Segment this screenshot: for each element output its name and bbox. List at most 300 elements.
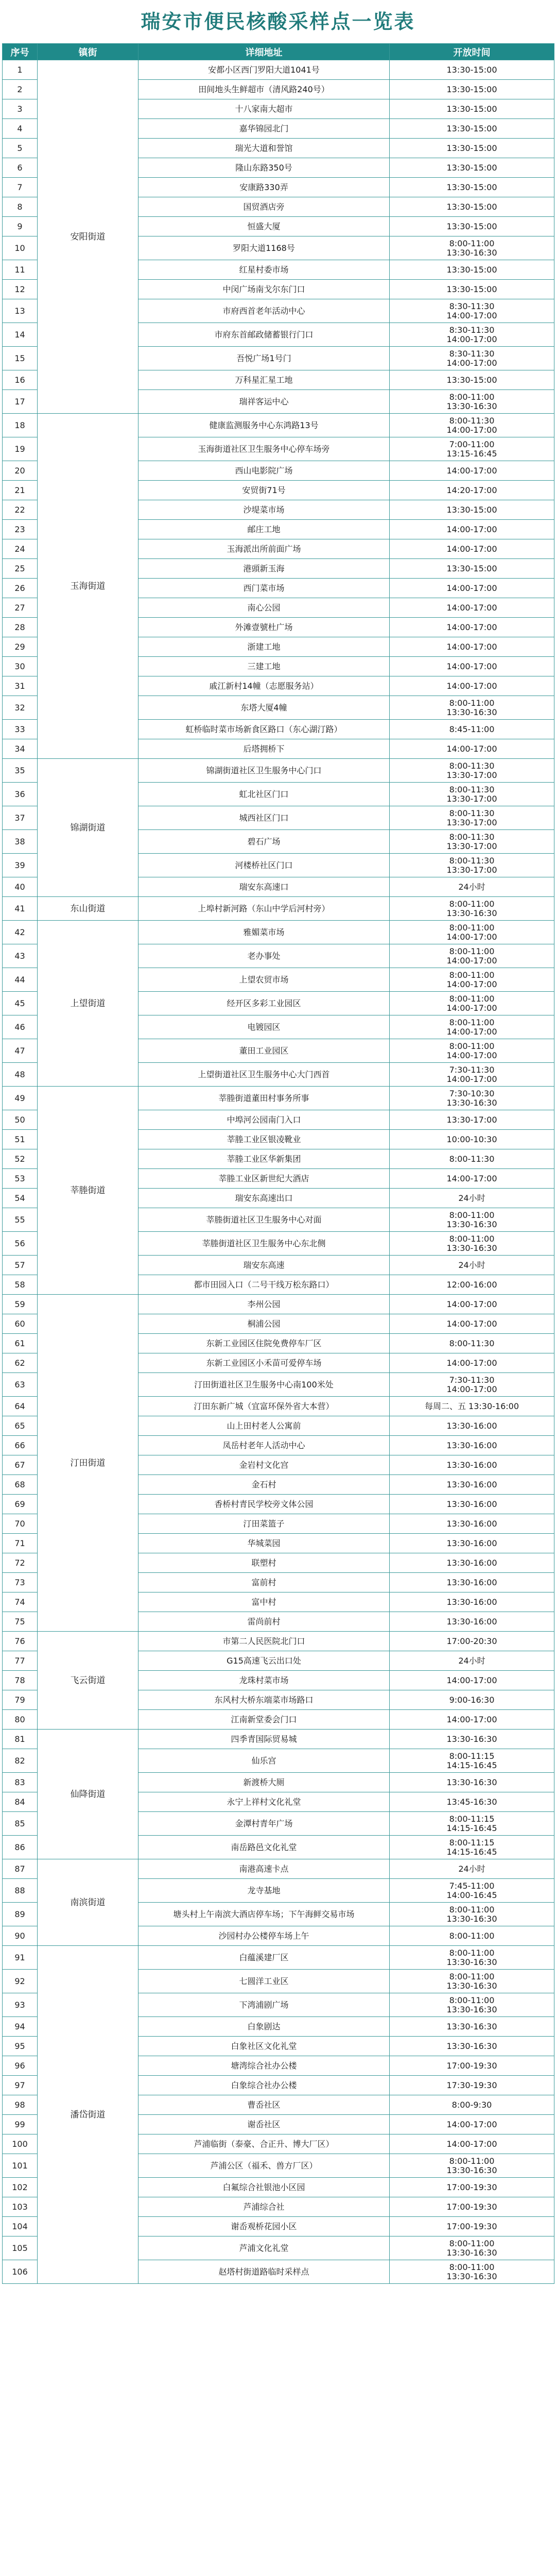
cell-time [390, 1436, 554, 1455]
time-slot: 8:00-11:30 [449, 1154, 495, 1164]
time-slot: 14:00-17:00 [446, 979, 497, 989]
cell-seq: 18 [3, 414, 38, 437]
time-slot: 8:00-11:00 [449, 1947, 495, 1958]
cell-address: 南港高速卡点 [138, 1859, 390, 1879]
time-slot: 14:15-16:45 [446, 1823, 497, 1833]
cell-time [390, 1397, 554, 1416]
cell-time [390, 414, 554, 437]
cell-address: 瑞安东高速出口 [138, 1189, 390, 1208]
cell-time [390, 1612, 554, 1632]
table-row [3, 1859, 554, 1879]
cell-address: 东风村大桥东端菜市场路口 [138, 1690, 390, 1710]
cell-seq: 57 [3, 1256, 38, 1275]
time-slot: 8:00-11:00 [449, 2262, 495, 2272]
cell-address: 恒盛大厦 [138, 217, 390, 236]
cell-address: 芦浦综合社 [138, 2197, 390, 2217]
time-slot: 17:00-20:30 [446, 1636, 497, 1646]
time-slot: 8:00-11:00 [449, 1210, 495, 1220]
cell-seq: 65 [3, 1416, 38, 1436]
time-slot: 8:00-9:30 [451, 2099, 492, 2110]
time-slot: 8:00-11:30 [449, 784, 495, 794]
time-slot: 13:30-15:00 [446, 504, 497, 515]
cell-seq: 97 [3, 2076, 38, 2095]
cell-time [390, 520, 554, 539]
cell-district: 汀田街道 [38, 1295, 138, 1632]
cell-address: 十八家南大超市 [138, 99, 390, 119]
cell-seq: 9 [3, 217, 38, 236]
cell-seq: 69 [3, 1495, 38, 1514]
cell-address: 莘塍工业区银凌靴业 [138, 1130, 390, 1149]
time-slot: 13:30-15:00 [446, 182, 497, 192]
cell-seq: 89 [3, 1903, 38, 1926]
cell-address: 新渡桥大厕 [138, 1773, 390, 1792]
cell-address: 万科星汇星工地 [138, 370, 390, 390]
cell-seq: 25 [3, 559, 38, 579]
time-slot: 7:00-11:00 [449, 439, 495, 449]
cell-time [390, 1275, 554, 1295]
cell-time [390, 2076, 554, 2095]
cell-address: 河楼桥社区门口 [138, 854, 390, 877]
cell-seq: 56 [3, 1232, 38, 1256]
cell-address: 安康路330弄 [138, 178, 390, 197]
cell-seq: 93 [3, 1993, 38, 2017]
cell-seq: 39 [3, 854, 38, 877]
cell-time [390, 1063, 554, 1087]
time-slot: 8:00-11:30 [449, 760, 495, 771]
cell-time [390, 1773, 554, 1792]
time-slot: 13:30-17:00 [446, 865, 497, 875]
cell-address: 桐浦公园 [138, 1314, 390, 1334]
cell-time [390, 390, 554, 414]
cell-seq: 53 [3, 1169, 38, 1189]
time-slot: 8:00-11:00 [449, 1971, 495, 1981]
cell-time [390, 60, 554, 80]
cell-seq: 96 [3, 2056, 38, 2076]
cell-address: 李州公园 [138, 1295, 390, 1314]
cell-seq: 87 [3, 1859, 38, 1879]
time-slot: 14:00-17:00 [446, 425, 497, 435]
cell-seq: 37 [3, 806, 38, 830]
cell-seq: 34 [3, 739, 38, 759]
time-slot: 14:00-17:00 [446, 1074, 497, 1084]
time-slot: 13:30-16:30 [446, 2021, 497, 2031]
cell-seq: 44 [3, 968, 38, 992]
cell-seq: 63 [3, 1373, 38, 1397]
cell-address: 安都小区西门罗阳大道1041号 [138, 60, 390, 80]
time-slot: 13:30-16:00 [446, 1538, 497, 1548]
cell-address: 白氟综合社银池小区园 [138, 2178, 390, 2197]
time-slot: 14:00-17:00 [446, 661, 497, 671]
cell-seq: 68 [3, 1475, 38, 1495]
table-row [3, 897, 554, 921]
cell-time [390, 1553, 554, 1573]
time-slot: 24小时 [458, 1260, 485, 1270]
cell-seq: 41 [3, 897, 38, 921]
cell-seq: 36 [3, 783, 38, 806]
cell-time [390, 854, 554, 877]
cell-address: 港頭新玉海 [138, 559, 390, 579]
time-slot: 24小时 [458, 882, 485, 892]
cell-seq: 47 [3, 1039, 38, 1063]
cell-seq: 26 [3, 579, 38, 598]
time-slot: 13:30-15:00 [446, 143, 497, 153]
time-slot: 17:00-19:30 [446, 2182, 497, 2192]
cell-seq: 40 [3, 877, 38, 897]
cell-address: 都市田园入口（二号干线万松东路口） [138, 1275, 390, 1295]
time-slot: 8:00-11:00 [449, 238, 495, 248]
time-slot: 14:15-16:45 [446, 1760, 497, 1770]
cell-seq: 1 [3, 60, 38, 80]
time-slot: 8:00-11:00 [449, 2238, 495, 2248]
cell-seq: 3 [3, 99, 38, 119]
cell-address: 下湾浦剧广场 [138, 1993, 390, 2017]
time-slot: 13:30-16:00 [446, 1499, 497, 1509]
cell-seq: 72 [3, 1553, 38, 1573]
cell-district: 东山街道 [38, 897, 138, 921]
cell-time [390, 1353, 554, 1373]
cell-address: 玉海街道社区卫生服务中心停车场旁 [138, 437, 390, 461]
cell-time [390, 1130, 554, 1149]
cell-address: 罗阳大道1168号 [138, 236, 390, 260]
cell-seq: 7 [3, 178, 38, 197]
cell-address: 汀田街道社区卫生服务中心南100米处 [138, 1373, 390, 1397]
cell-address: 中埠河公园南门入口 [138, 1110, 390, 1130]
cell-address: 市府西首老年活动中心 [138, 299, 390, 323]
cell-district: 莘塍街道 [38, 1087, 138, 1295]
cell-seq: 85 [3, 1812, 38, 1836]
cell-time [390, 347, 554, 370]
cell-time [390, 323, 554, 347]
cell-seq: 27 [3, 598, 38, 618]
time-slot: 13:30-16:30 [446, 1243, 497, 1253]
cell-time [390, 1651, 554, 1671]
time-slot: 13:30-16:00 [446, 1616, 497, 1626]
time-slot: 8:00-11:00 [449, 1041, 495, 1051]
cell-address: 仙乐宫 [138, 1749, 390, 1773]
cell-time [390, 370, 554, 390]
cell-time [390, 877, 554, 897]
cell-address: 龙珠村菜市场 [138, 1671, 390, 1690]
cell-seq: 52 [3, 1149, 38, 1169]
cell-address: 白象社区文化礼堂 [138, 2037, 390, 2056]
time-slot: 13:30-15:00 [446, 162, 497, 173]
time-slot: 8:30-11:30 [449, 301, 495, 311]
time-slot: 14:00-17:00 [446, 524, 497, 534]
cell-address: G15高速飞云出口处 [138, 1651, 390, 1671]
time-slot: 14:00-17:00 [446, 465, 497, 476]
page-title: 瑞安市便民核酸采样点一览表 [141, 10, 415, 33]
cell-address: 富中村 [138, 1592, 390, 1612]
cell-address: 虹北社区门口 [138, 783, 390, 806]
cell-seq: 79 [3, 1690, 38, 1710]
cell-time [390, 559, 554, 579]
cell-time [390, 1149, 554, 1169]
cell-address: 锦湖街道社区卫生服务中心门口 [138, 759, 390, 783]
header-address: 详细地址 [138, 44, 390, 60]
time-slot: 13:30-16:30 [446, 2165, 497, 2175]
time-slot: 13:30-16:00 [446, 1557, 497, 1568]
cell-address: 莘塍街道董田村事务所事 [138, 1087, 390, 1110]
time-slot: 8:00-11:15 [449, 1751, 495, 1761]
time-slot: 13:30-16:30 [446, 1980, 497, 1991]
time-slot: 14:00-17:00 [446, 1384, 497, 1394]
cell-district: 潘岱街道 [38, 1946, 138, 2284]
cell-seq: 104 [3, 2217, 38, 2236]
cell-address: 塘头村上午南滨大酒店停车场；下午海鲜交易市场 [138, 1903, 390, 1926]
time-slot: 14:00-17:00 [446, 358, 497, 368]
time-slot: 8:00-11:00 [449, 993, 495, 1004]
cell-seq: 31 [3, 676, 38, 696]
cell-address: 南岳路邑文化礼堂 [138, 1836, 390, 1859]
cell-time [390, 897, 554, 921]
cell-seq: 91 [3, 1946, 38, 1970]
cell-time [390, 1836, 554, 1859]
time-slot: 14:00-17:00 [446, 2119, 497, 2129]
time-slot: 13:30-15:00 [446, 284, 497, 294]
time-slot: 9:00-16:30 [449, 1694, 495, 1705]
cell-address: 东新工业园区小禾苗可爱停车场 [138, 1353, 390, 1373]
cell-address: 红星村委市场 [138, 260, 390, 280]
table-row [3, 1632, 554, 1651]
cell-seq: 20 [3, 461, 38, 481]
time-slot: 13:30-16:00 [446, 1597, 497, 1607]
cell-time [390, 1730, 554, 1749]
cell-address: 安贸街71号 [138, 481, 390, 500]
cell-time [390, 968, 554, 992]
time-slot: 13:30-15:00 [446, 264, 497, 275]
cell-time [390, 657, 554, 676]
time-slot: 14:00-17:00 [446, 1675, 497, 1685]
time-slot: 14:00-17:00 [446, 544, 497, 554]
cell-time [390, 579, 554, 598]
cell-seq: 59 [3, 1295, 38, 1314]
time-slot: 8:30-11:30 [449, 325, 495, 335]
cell-address: 健康监测服务中心东鸿路13号 [138, 414, 390, 437]
time-slot: 13:30-16:00 [446, 1518, 497, 1529]
cell-address: 曹岙社区 [138, 2095, 390, 2115]
cell-address: 七圆洋工业区 [138, 1970, 390, 1993]
cell-seq: 54 [3, 1189, 38, 1208]
time-slot: 14:00-17:00 [446, 1318, 497, 1329]
cell-seq: 82 [3, 1749, 38, 1773]
cell-time [390, 921, 554, 944]
cell-seq: 60 [3, 1314, 38, 1334]
cell-seq: 84 [3, 1792, 38, 1812]
cell-address: 雷尚前村 [138, 1612, 390, 1632]
cell-seq: 67 [3, 1455, 38, 1475]
time-slot: 13:30-16:30 [446, 2247, 497, 2258]
cell-time [390, 2095, 554, 2115]
time-slot: 8:00-11:00 [449, 2156, 495, 2166]
cell-address: 董田工业园区 [138, 1039, 390, 1063]
cell-seq: 95 [3, 2037, 38, 2056]
time-slot: 8:00-11:00 [449, 392, 495, 402]
time-slot: 13:30-17:00 [446, 793, 497, 804]
cell-time [390, 2017, 554, 2037]
cell-time [390, 1514, 554, 1534]
time-slot: 14:00-17:00 [446, 641, 497, 652]
cell-time [390, 1812, 554, 1836]
cell-address: 谢岙社区 [138, 2115, 390, 2134]
cell-address: 碧石广场 [138, 830, 390, 854]
cell-seq: 10 [3, 236, 38, 260]
time-slot: 14:00-16:45 [446, 1890, 497, 1900]
cell-time [390, 1632, 554, 1651]
time-slot: 8:00-11:00 [449, 899, 495, 909]
cell-time [390, 1256, 554, 1275]
cell-seq: 71 [3, 1534, 38, 1553]
time-slot: 8:00-11:00 [449, 970, 495, 980]
time-slot: 8:00-11:30 [449, 855, 495, 866]
time-slot: 7:30-11:30 [449, 1064, 495, 1075]
cell-time [390, 696, 554, 720]
time-slot: 8:00-11:30 [449, 808, 495, 818]
cell-address: 玉海派出所前面广场 [138, 539, 390, 559]
cell-time [390, 1859, 554, 1879]
time-slot: 8:00-11:00 [449, 1995, 495, 2005]
cell-time [390, 539, 554, 559]
cell-time [390, 260, 554, 280]
cell-address: 西门菜市场 [138, 579, 390, 598]
cell-address: 莘塍工业区新世纪大酒店 [138, 1169, 390, 1189]
time-slot: 14:00-17:00 [446, 955, 497, 965]
time-slot: 14:00-17:00 [446, 1358, 497, 1368]
cell-seq: 94 [3, 2017, 38, 2037]
cell-seq: 101 [3, 2154, 38, 2178]
cell-seq: 86 [3, 1836, 38, 1859]
cell-address: 沙堤菜市场 [138, 500, 390, 520]
table-row [3, 1946, 554, 1970]
time-slot: 8:00-11:00 [449, 1233, 495, 1244]
table-row [3, 921, 554, 944]
cell-address: 后塔拥桥下 [138, 739, 390, 759]
cell-seq: 48 [3, 1063, 38, 1087]
table-row [3, 759, 554, 783]
cell-time [390, 1039, 554, 1063]
cell-seq: 61 [3, 1334, 38, 1353]
cell-seq: 23 [3, 520, 38, 539]
time-slot: 8:00-11:30 [449, 832, 495, 842]
time-slot: 13:30-16:30 [446, 2271, 497, 2281]
cell-address: 隆山东路350号 [138, 158, 390, 178]
cell-time [390, 1926, 554, 1946]
cell-address: 外滩壹號杜广场 [138, 618, 390, 637]
cell-seq: 8 [3, 197, 38, 217]
time-slot: 17:00-19:30 [446, 2060, 497, 2071]
cell-time [390, 1189, 554, 1208]
cell-address: 瑞光大道和誉馆 [138, 139, 390, 158]
cell-time [390, 1690, 554, 1710]
cell-address: 南心公园 [138, 598, 390, 618]
cell-time [390, 1993, 554, 2017]
cell-address: 老办事处 [138, 944, 390, 968]
cell-address: 莘塍街道社区卫生服务中心对面 [138, 1208, 390, 1232]
time-slot: 13:30-16:00 [446, 1440, 497, 1450]
cell-seq: 29 [3, 637, 38, 657]
cell-district: 南滨街道 [38, 1859, 138, 1946]
header-time: 开放时间 [390, 44, 554, 60]
cell-time [390, 1015, 554, 1039]
cell-time [390, 1671, 554, 1690]
time-slot: 13:30-17:00 [446, 841, 497, 851]
cell-seq: 83 [3, 1773, 38, 1792]
cell-seq: 90 [3, 1926, 38, 1946]
cell-address: 瑞祥客运中心 [138, 390, 390, 414]
cell-address: 山上田村老人公寓前 [138, 1416, 390, 1436]
time-slot: 24小时 [458, 1193, 485, 1203]
time-slot: 8:45-11:00 [449, 724, 495, 734]
cell-time [390, 944, 554, 968]
cell-address: 永宁上祥村文化礼堂 [138, 1792, 390, 1812]
cell-address: 莘塍街道社区卫生服务中心东北侧 [138, 1232, 390, 1256]
cell-address: 浙建工地 [138, 637, 390, 657]
cell-time [390, 236, 554, 260]
cell-time [390, 1534, 554, 1553]
cell-address: 市第二人民医院北门口 [138, 1632, 390, 1651]
time-slot: 8:00-11:00 [449, 1904, 495, 1914]
time-slot: 14:00-17:00 [446, 2139, 497, 2149]
time-slot: 13:30-16:30 [446, 1957, 497, 1967]
time-slot: 7:30-10:30 [449, 1088, 495, 1098]
cell-address: 芦浦文化礼堂 [138, 2236, 390, 2260]
cell-time [390, 197, 554, 217]
time-slot: 14:00-17:00 [446, 1050, 497, 1060]
cell-time [390, 2134, 554, 2154]
time-slot: 8:00-11:00 [449, 1017, 495, 1027]
cell-seq: 15 [3, 347, 38, 370]
cell-district: 飞云街道 [38, 1632, 138, 1730]
time-slot: 13:30-15:00 [446, 84, 497, 94]
time-slot: 8:00-11:00 [449, 946, 495, 956]
time-slot: 13:45-16:30 [446, 1797, 497, 1807]
cell-seq: 75 [3, 1612, 38, 1632]
cell-time [390, 1495, 554, 1514]
cell-time [390, 2056, 554, 2076]
cell-address: 谢岙观桥花园小区 [138, 2217, 390, 2236]
cell-time [390, 1573, 554, 1592]
time-slot: 13:30-16:30 [446, 707, 497, 717]
cell-seq: 16 [3, 370, 38, 390]
time-slot: 14:00-17:00 [446, 1714, 497, 1724]
cell-seq: 2 [3, 80, 38, 99]
cell-address: 四季青国际贸易城 [138, 1730, 390, 1749]
cell-seq: 77 [3, 1651, 38, 1671]
cell-address: 戚江新村14幢（志愿服务站） [138, 676, 390, 696]
cell-seq: 78 [3, 1671, 38, 1690]
cell-address: 邮庄工地 [138, 520, 390, 539]
time-slot: 13:30-16:30 [446, 2004, 497, 2014]
time-slot: 10:00-10:30 [446, 1134, 497, 1144]
cell-address: 金石村 [138, 1475, 390, 1495]
cell-time [390, 759, 554, 783]
cell-seq: 33 [3, 720, 38, 739]
cell-address: 中闵广场南戈尔东门口 [138, 280, 390, 299]
cell-address: 上埠村新河路（东山中学后河村旁） [138, 897, 390, 921]
cell-time [390, 992, 554, 1015]
cell-time [390, 1475, 554, 1495]
cell-address: 香桥村青民学校旁文体公园 [138, 1495, 390, 1514]
cell-seq: 92 [3, 1970, 38, 1993]
cell-time [390, 2197, 554, 2217]
cell-seq: 49 [3, 1087, 38, 1110]
time-slot: 13:30-15:00 [446, 563, 497, 573]
header-district: 镇街 [38, 44, 138, 60]
cell-address: 嘉华锦园北门 [138, 119, 390, 139]
cell-seq: 80 [3, 1710, 38, 1730]
time-slot: 8:00-11:30 [449, 415, 495, 426]
cell-address: 吾悦广场1号门 [138, 347, 390, 370]
time-slot: 每周二、五 13:30-16:00 [424, 1401, 519, 1411]
